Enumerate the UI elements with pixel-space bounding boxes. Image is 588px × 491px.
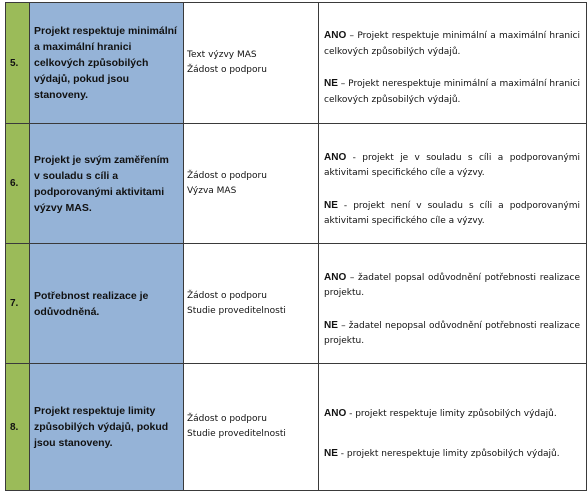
source-item: Žádost o podporu: [187, 65, 267, 75]
criterion-sources: [184, 3, 319, 124]
no-text: - projekt nerespektuje limity způsobilých výdajů.: [337, 449, 560, 459]
yes-text: – žadatel popsal odůvodnění potřebnosti realizace projektu.: [324, 272, 580, 298]
no-label: NE: [324, 319, 338, 331]
no-option: [324, 198, 580, 230]
no-text: – žadatel nepopsal odůvodnění potřebnosti realizace projektu.: [324, 320, 580, 346]
yes-option: [324, 270, 580, 302]
table-row: [6, 244, 587, 364]
no-option: [324, 446, 580, 463]
criterion-number: 6.: [6, 124, 30, 244]
no-label: NE: [324, 448, 338, 459]
no-label: NE: [324, 78, 338, 89]
criterion-evaluation: [319, 364, 587, 491]
table-row: [6, 364, 587, 491]
criterion-number: 5.: [6, 3, 30, 124]
criterion-evaluation: [319, 244, 587, 364]
no-label: NE: [324, 199, 338, 211]
source-item: Žádost o podporu: [187, 414, 267, 424]
criterion-sources: [184, 244, 319, 364]
yes-option: [324, 406, 580, 423]
criterion-evaluation: [319, 3, 587, 124]
criterion-name: Projekt je svým zaměřením v souladu s cíli a podporovanými aktivitami výzvy MAS.: [30, 124, 184, 244]
criterion-name: Projekt respektuje minimální a maximální hranici celkových způsobilých výdajů, pokud jsou stanoveny.: [30, 3, 184, 124]
yes-label: ANO: [324, 407, 347, 419]
yes-label: ANO: [324, 271, 347, 283]
criterion-sources: [184, 124, 319, 244]
criterion-name: Projekt respektuje limity způsobilých výdajů, pokud jsou stanoveny.: [30, 364, 184, 491]
source-item: Výzva MAS: [187, 185, 237, 196]
source-item: Žádost o podporu: [187, 170, 267, 181]
no-text: - projekt není v souladu s cíli a podporovanými aktivitami specifického cíle a výzvy.: [324, 200, 580, 226]
criterion-evaluation: [319, 124, 587, 244]
yes-text: - projekt je v souladu s cíli a podporovanými aktivitami specifického cíle a výzvy.: [324, 152, 580, 178]
no-option: [324, 318, 580, 350]
yes-text: – Projekt respektuje minimální a maximální hranici celkových způsobilých výdajů.: [324, 31, 580, 57]
criterion-number: 7.: [6, 244, 30, 364]
yes-label: ANO: [324, 30, 347, 41]
criteria-table: [5, 2, 587, 491]
table-row: [6, 124, 587, 244]
criterion-name: Potřebnost realizace je odůvodněná.: [30, 244, 184, 364]
yes-option: [324, 28, 580, 60]
source-item: Text výzvy MAS: [187, 50, 257, 60]
criterion-sources: [184, 364, 319, 491]
criterion-number: 8.: [6, 364, 30, 491]
table-row: [6, 3, 587, 124]
yes-option: [324, 150, 580, 182]
yes-text: - projekt respektuje limity způsobilých výdajů.: [346, 408, 557, 419]
no-text: – Projekt nerespektuje minimální a maximální hranici celkových způsobilých výdajů.: [324, 79, 580, 105]
yes-label: ANO: [324, 151, 347, 163]
source-item: Žádost o podporu: [187, 290, 267, 301]
source-item: Studie proveditelnosti: [187, 429, 286, 439]
no-option: [324, 76, 580, 108]
source-item: Studie proveditelnosti: [187, 305, 286, 316]
